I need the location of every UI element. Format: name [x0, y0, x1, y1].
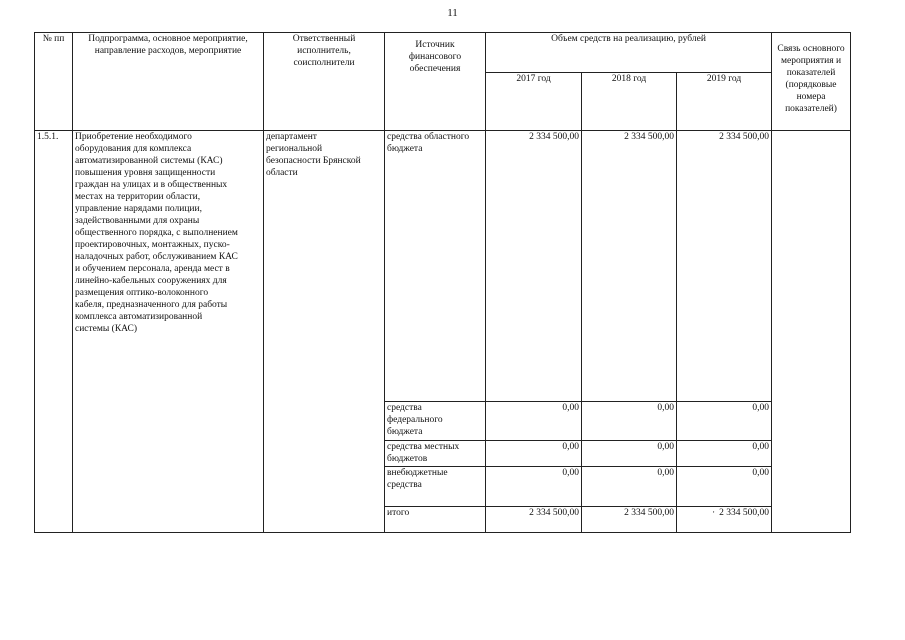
header-year-2017: 2017 год	[486, 73, 582, 131]
source-value: 0,00	[582, 402, 677, 441]
source-label: внебюджетные средства	[385, 467, 486, 507]
header-year-2019: 2019 год	[677, 73, 772, 131]
source-value: 0,00	[582, 467, 677, 507]
row-executor: департамент региональной безопасности Брянской области	[264, 131, 385, 533]
source-label: средства федерального бюджета	[385, 402, 486, 441]
source-value: 0,00	[486, 402, 582, 441]
source-value: 2 334 500,00	[677, 131, 772, 402]
source-value: 0,00	[582, 441, 677, 467]
total-value: 2 334 500,00	[582, 507, 677, 533]
source-label: средства местных бюджетов	[385, 441, 486, 467]
total-value-text: 2 334 500,00	[719, 508, 770, 518]
source-value: 0,00	[486, 441, 582, 467]
header-program: Подпрограмма, основное мероприятие, направление расходов, мероприятие	[73, 33, 264, 131]
total-value: 2 334 500,00	[486, 507, 582, 533]
source-value: 0,00	[677, 441, 772, 467]
header-volume: Объем средств на реализацию, рублей	[486, 33, 772, 73]
row-program-description: Приобретение необходимого оборудования для комплекса автоматизированной системы (КАС) повышения уровня защищенности граждан на улицах и в общественных местах на территории области, управление нарядами полиции, задействованными для охраны общественного порядка, с выполнением проектировочных, монтажных, пуско- наладочных работ, обслуживанием КАС и обучением персонала, аренда мест в линейно-кабельных сооружениях для размещения оптико-волоконного кабеля, предназначенного для работы комплекса автоматизированной системы (КАС)	[73, 131, 264, 533]
row-link-cell	[772, 131, 851, 533]
budget-table	[34, 32, 851, 533]
header-executor: Ответственный исполнитель, соисполнители	[264, 33, 385, 131]
header-num: № пп	[35, 33, 73, 131]
source-value: 0,00	[677, 402, 772, 441]
source-value: 0,00	[486, 467, 582, 507]
total-value	[677, 507, 772, 533]
source-value: 2 334 500,00	[582, 131, 677, 402]
row-number: 1.5.1.	[35, 131, 73, 533]
header-year-2018: 2018 год	[582, 73, 677, 131]
total-label: итого	[385, 507, 486, 533]
header-source: Источник финансового обеспечения	[385, 33, 486, 131]
total-mark: ·	[711, 508, 716, 518]
source-value: 0,00	[677, 467, 772, 507]
header-link: Связь основного мероприятия и показателей (порядковые номера показателей)	[772, 33, 851, 131]
source-label: средства областного бюджета	[385, 131, 486, 402]
page-number: 11	[447, 7, 458, 19]
source-value: 2 334 500,00	[486, 131, 582, 402]
